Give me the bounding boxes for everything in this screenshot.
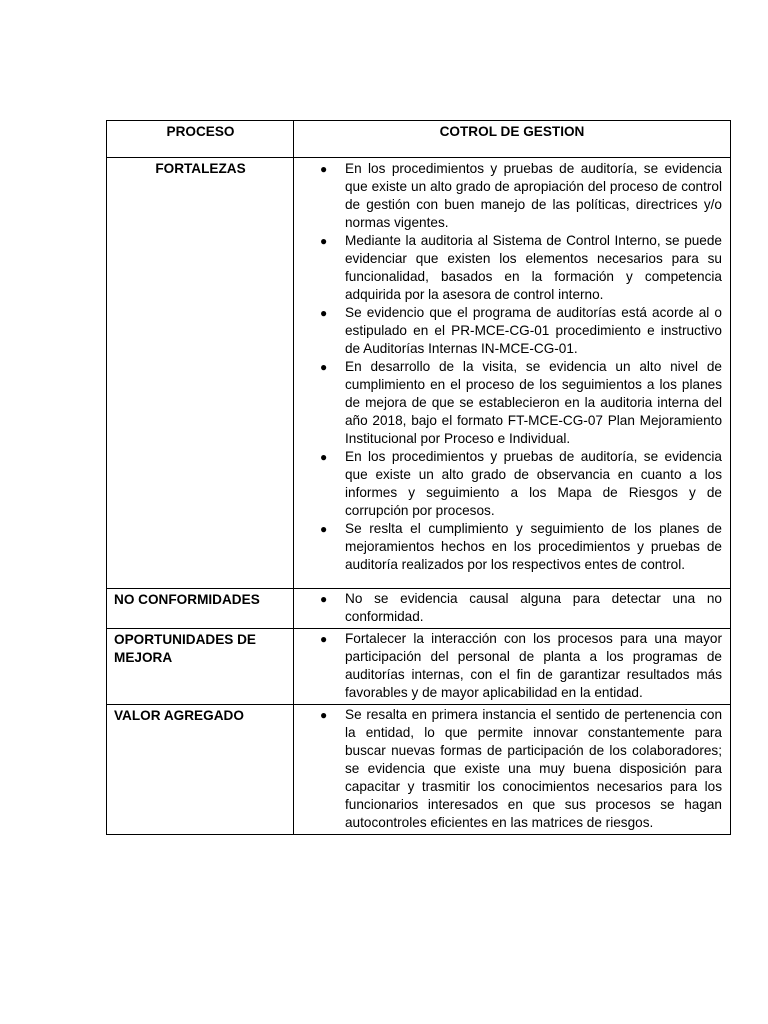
row-label-valor-agregado: VALOR AGREGADO — [107, 705, 294, 835]
table-row-fortalezas — [107, 158, 731, 589]
row-content-fortalezas — [294, 158, 731, 589]
list-item: ● Se evidencio que el programa de auditorías está acorde al o estipulado en el PR-MCE-CG-01 procedimiento e instructivo de Auditorías Internas IN-MCE-CG-01. — [320, 305, 722, 356]
list-item: ● En desarrollo de la visita, se evidencia un alto nivel de cumplimiento en el proceso de los seguimientos a los planes de mejora de que se establecieron en la auditoria interna del año 2018, bajo el formato FT-MCE-CG-07 Plan Mejoramiento Institucional por Proceso e Individual. — [320, 359, 722, 446]
list-item: ● En los procedimientos y pruebas de auditoría, se evidencia que existe un alto grado de observancia en cuanto a los informes y seguimiento a los Mapa de Riesgos y de corrupción por procesos. — [320, 449, 722, 518]
row-content-oportunidades-de-mejora — [294, 629, 731, 705]
row-label-no-conformidades: NO CONFORMIDADES — [107, 589, 294, 629]
list-item: ● No se evidencia causal alguna para detectar una no conformidad. — [320, 591, 722, 624]
list-item: ● En los procedimientos y pruebas de auditoría, se evidencia que existe un alto grado de apropiación del proceso de control de gestión con buen manejo de las políticas, directrices y/o normas vigentes. — [320, 161, 722, 230]
row-content-no-conformidades — [294, 589, 731, 629]
fortalezas-list — [294, 159, 730, 588]
bullet-icon: ● — [320, 450, 328, 464]
bullet-icon: ● — [320, 360, 328, 374]
header-label: PROCESO — [107, 121, 294, 158]
list-item: ● Mediante la auditoria al Sistema de Control Interno, se puede evidenciar que existen los elementos necesarios para su funcionalidad, basados en la formación y competencia adquirida por la asesora de control interno. — [320, 233, 722, 302]
row-label-fortalezas: FORTALEZAS — [107, 158, 294, 589]
list-item: ● Se reslta el cumplimiento y seguimiento de los planes de mejoramientos hechos en los procedimientos y pruebas de auditoría realizados por los respectivos entes de control. — [320, 521, 722, 572]
no-conformidades-list — [294, 589, 730, 628]
valor-agregado-list — [294, 705, 730, 834]
bullet-icon: ● — [320, 632, 328, 646]
control-gestion-table — [106, 120, 731, 835]
table-row-oportunidades-de-mejora — [107, 629, 731, 705]
table-row-no-conformidades — [107, 589, 731, 629]
list-item: ● Fortalecer la interacción con los procesos para una mayor participación del personal de planta a los programas de auditorías internas, con el fin de garantizar resultados más favorables y de mayor aplicabilidad en la entidad. — [320, 631, 722, 700]
table-header-row — [107, 121, 731, 158]
row-label-oportunidades-de-mejora: OPORTUNIDADES DE MEJORA — [107, 629, 294, 705]
table-row-valor-agregado — [107, 705, 731, 835]
list-item: ● Se resalta en primera instancia el sentido de pertenencia con la entidad, lo que permite innovar constantemente para buscar nuevas formas de participación de los colaboradores; se evidencia que existe una muy buena disposición para capacitar y trasmitir los conocimientos necesarios para los funcionarios interesados en que sus procesos se hagan autocontroles eficientes en las matrices de riesgos. — [320, 707, 722, 830]
oportunidades-list — [294, 629, 730, 704]
row-content-valor-agregado — [294, 705, 731, 835]
bullet-icon: ● — [320, 234, 328, 248]
bullet-icon: ● — [320, 162, 328, 176]
bullet-icon: ● — [320, 306, 328, 320]
bullet-icon: ● — [320, 708, 328, 722]
header-process-name: COTROL DE GESTION — [294, 121, 731, 158]
bullet-icon: ● — [320, 592, 328, 606]
bullet-icon: ● — [320, 522, 328, 536]
